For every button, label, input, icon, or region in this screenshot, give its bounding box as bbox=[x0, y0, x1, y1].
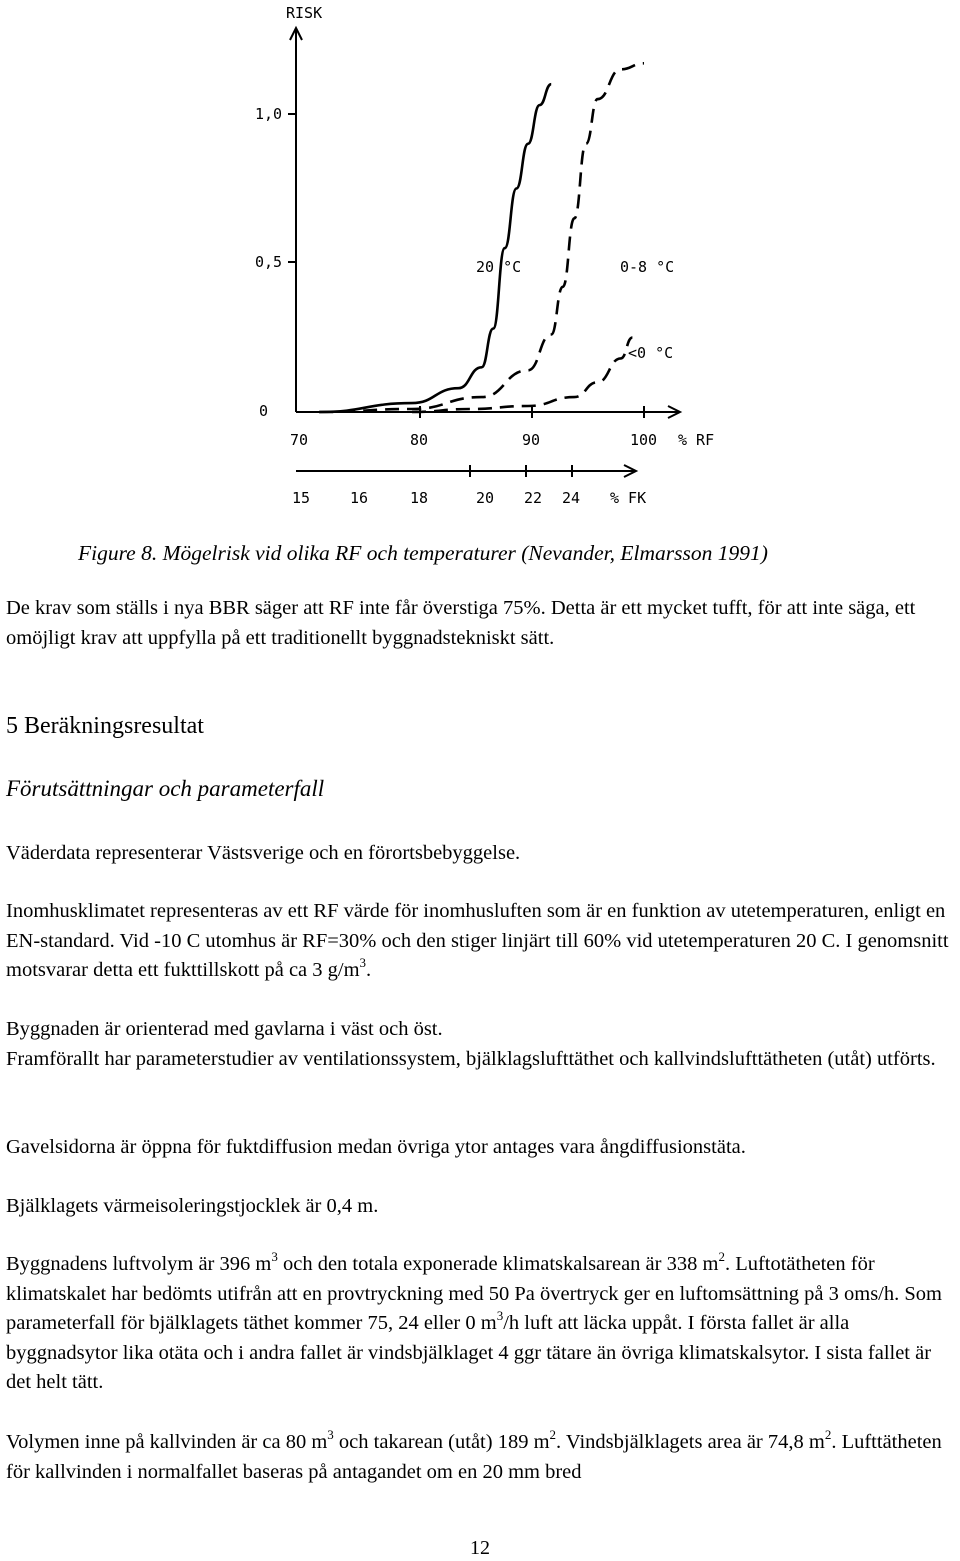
paragraph-text: Volymen inne på kallvinden är ca 80 m bbox=[6, 1431, 328, 1453]
rf-unit-label: % RF bbox=[678, 431, 715, 449]
curve-label-below-0c: <0 °C bbox=[628, 344, 674, 362]
paragraph-weather: Väderdata representerar Västsverige och en förortsbebyggelse. bbox=[6, 842, 521, 864]
paragraph-text: . Vindsbjälklagets area är 74,8 m bbox=[556, 1431, 825, 1453]
paragraph-text: och den totala exponerade klimatskalsarean är 338 m bbox=[277, 1253, 719, 1275]
y-tick-label: 1,0 bbox=[255, 105, 283, 123]
sub-heading: Förutsättningar och parameterfall bbox=[6, 776, 325, 801]
section-heading: 5 Beräkningsresultat bbox=[6, 713, 204, 739]
paragraph-text: . Luftotätheten för klimatskalet har bedömts utifrån att en provtryckning med 50 Pa övertryck ger en luftomsättning på 3 oms/h. Som parameterfall för bjälklagets täthet kommer 75, 24 eller 0 m bbox=[6, 1253, 942, 1334]
rf-tick-label: 100 bbox=[630, 431, 658, 449]
paragraph-indoor-climate bbox=[6, 897, 956, 986]
paragraph-orientation bbox=[6, 1015, 956, 1074]
risk-curve-0 bbox=[319, 84, 551, 412]
rf-tick-label: 70 bbox=[290, 431, 309, 449]
superscript: 3 bbox=[271, 1249, 278, 1264]
risk-curve-1 bbox=[319, 63, 644, 412]
y-tick-label: 0,5 bbox=[255, 253, 283, 271]
superscript: 2 bbox=[824, 1427, 832, 1442]
fk-tick-label: 15 bbox=[292, 489, 311, 507]
figure-caption: Figure 8. Mögelrisk vid olika RF och temperaturer (Nevander, Elmarsson 1991) bbox=[78, 541, 768, 565]
superscript: 3 bbox=[359, 955, 367, 970]
paragraph-text: . bbox=[366, 959, 372, 981]
curve-label-0-8c: 0-8 °C bbox=[620, 258, 675, 276]
y-axis-label: RISK bbox=[286, 4, 323, 22]
curve-label-20c: 20 °C bbox=[476, 258, 522, 276]
fk-unit-label: % FK bbox=[610, 489, 647, 507]
superscript: 3 bbox=[327, 1427, 334, 1442]
page-number: 12 bbox=[470, 1537, 490, 1559]
paragraph-text: . Lufttätheten för kallvinden i normalfallet baseras på antagandet om en 20 mm bred bbox=[6, 1431, 942, 1483]
risk-curves bbox=[319, 63, 644, 412]
paragraph-text: Inomhusklimatet representeras av ett RF värde för inomhusluften som är en funktion av utetemperaturen, enligt en EN-standard. Vid -10 C utomhus är RF=30% och den stiger linjärt till 60% vid utetemperaturen 20 C. I genomsnitt motsvarar detta ett fukttillskott på ca 3 g/m bbox=[6, 900, 949, 981]
fk-tick-label: 24 bbox=[562, 489, 581, 507]
paragraph-air-volume bbox=[6, 1250, 956, 1398]
fk-tick-label: 22 bbox=[524, 489, 543, 507]
intro-paragraph: De krav som ställs i nya BBR säger att RF inte får överstiga 75%. Detta är ett mycket tufft, för att inte säga, ett omöjligt krav att uppfylla på ett traditionellt byggnadstekniskt sätt. bbox=[6, 597, 916, 649]
paragraph-text: och takarean (utåt) 189 m bbox=[333, 1431, 550, 1453]
risk-curve-2 bbox=[412, 338, 632, 413]
rf-tick-label: 80 bbox=[410, 431, 429, 449]
paragraph-text: Framförallt har parameterstudier av ventilationssystem, bjälklagslufttäthet och kallvindslufttätheten (utåt) utförts. bbox=[6, 1047, 936, 1070]
y-tick-label: 0 bbox=[259, 402, 269, 420]
paragraph-gables: Gavelsidorna är öppna för fuktdiffusion medan övriga ytor antages vara ångdiffusionstäta. bbox=[6, 1136, 746, 1158]
paragraph-text: /h luft att läcka uppåt. I första fallet är alla byggnadsytor lika otäta och i andra fallet är vindsbjälklaget 4 ggr tätare än övriga klimatskalsytor. I sista fallet är det helt tätt. bbox=[6, 1312, 932, 1393]
superscript: 2 bbox=[549, 1427, 557, 1442]
rf-tick-label: 90 bbox=[522, 431, 541, 449]
paragraph-insulation: Bjälklagets värmeisoleringstjocklek är 0,4 m. bbox=[6, 1195, 379, 1217]
fk-tick-label: 18 bbox=[410, 489, 429, 507]
paragraph-text: Byggnaden är orienterad med gavlarna i väst och öst. bbox=[6, 1018, 443, 1040]
fk-tick-label: 20 bbox=[476, 489, 495, 507]
paragraph-attic-volume bbox=[6, 1428, 956, 1487]
superscript: 2 bbox=[718, 1249, 725, 1264]
paragraph-text: Byggnadens luftvolym är 396 m bbox=[6, 1253, 272, 1275]
mould-risk-chart bbox=[230, 0, 770, 520]
fk-tick-label: 16 bbox=[350, 489, 369, 507]
superscript: 3 bbox=[496, 1308, 504, 1323]
mould-risk-figure bbox=[230, 0, 770, 520]
